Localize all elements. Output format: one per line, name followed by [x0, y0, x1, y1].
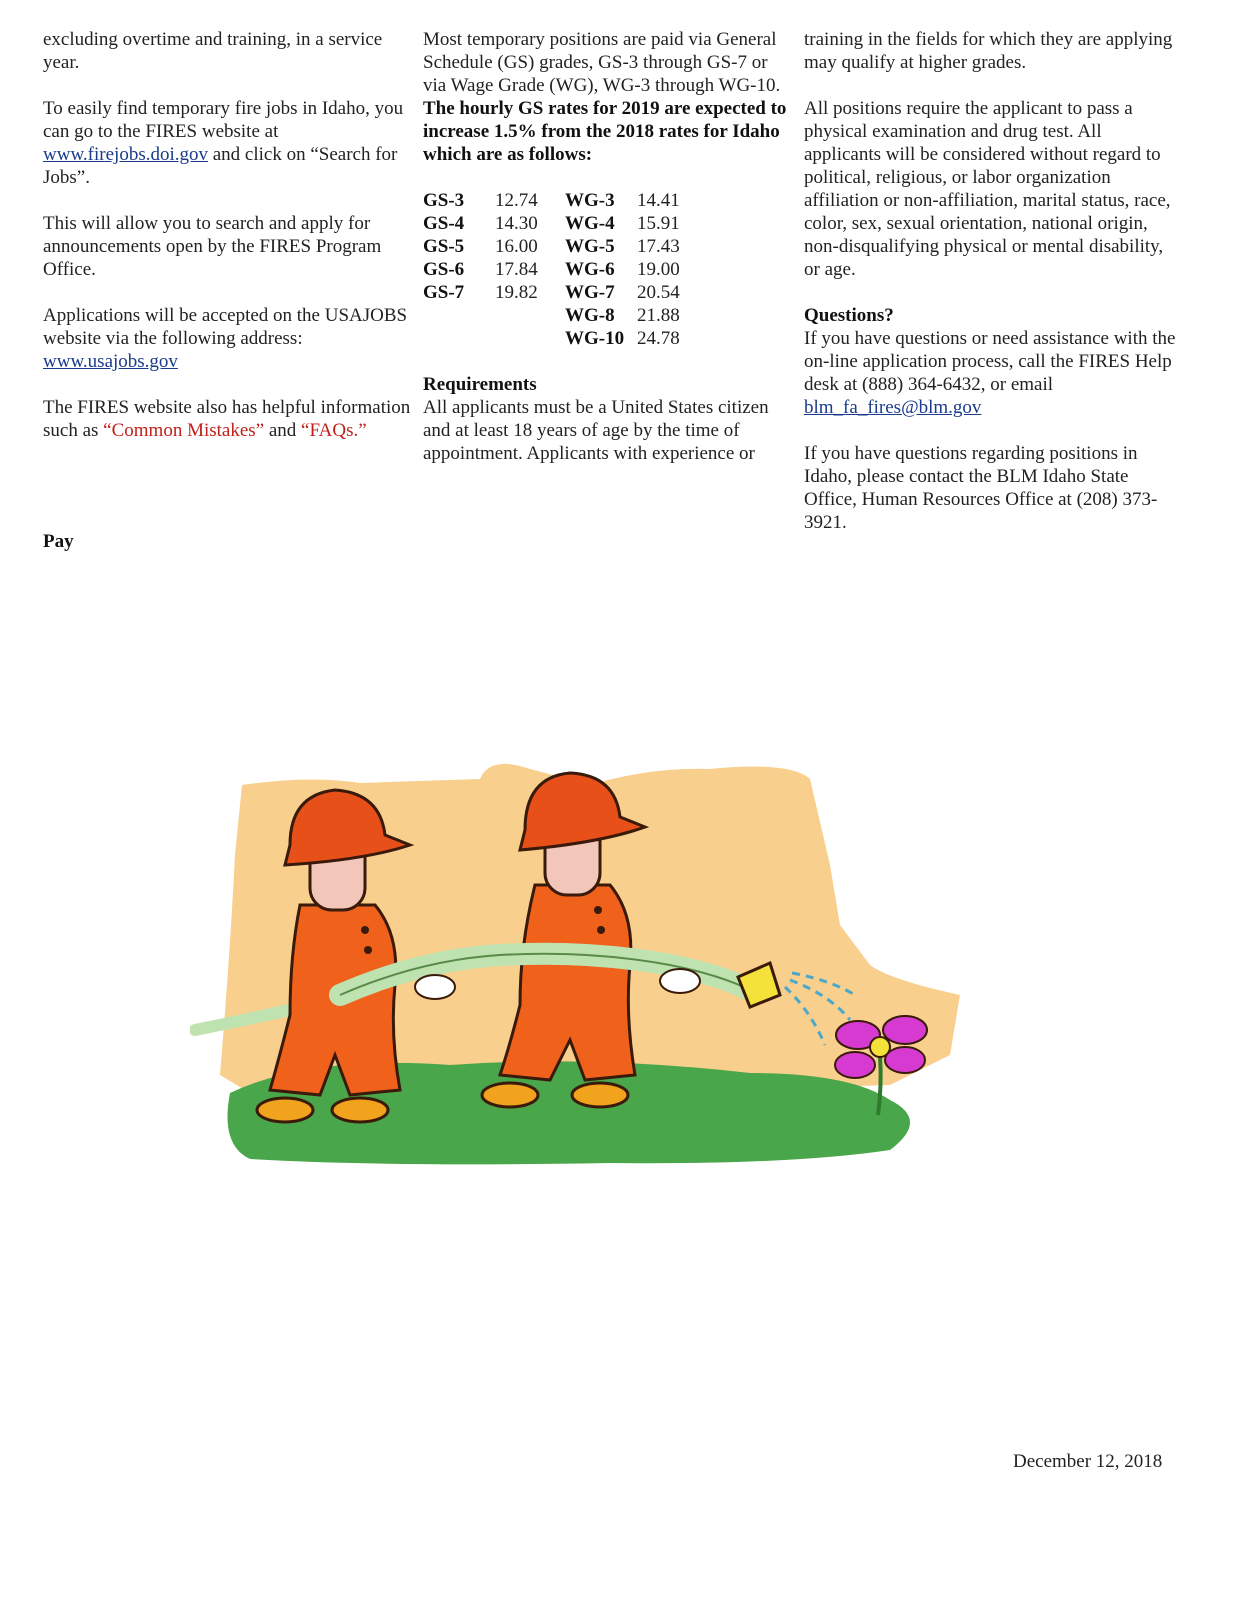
column-middle [423, 28, 795, 488]
wg-grade-cell: WG-7 [565, 282, 615, 303]
paragraph-find-jobs [43, 97, 413, 189]
wg-grade-cell: WG-4 [565, 213, 615, 234]
find-jobs-text: To easily find temporary fire jobs in Idaho, you can go to the FIRES website at [43, 98, 404, 142]
common-mistakes-link[interactable]: “Common Mistakes” [103, 420, 265, 441]
wg-grade-cell: WG-6 [565, 259, 615, 280]
rates-body [423, 189, 707, 350]
paragraph-helpful-info [43, 396, 413, 442]
pay-heading: Pay [43, 531, 74, 552]
gs-grade-cell [423, 304, 495, 327]
wg-rate-cell: 14.41 [637, 190, 680, 211]
paragraph-requirements: All applicants must be a United States citizen and at least 18 years of age by the time of appointment. Applicants with experience or [423, 397, 769, 464]
column-left [43, 28, 413, 465]
paragraph-higher-grades: training in the fields for which they are applying may qualify at higher grades. [804, 29, 1173, 73]
gs-grade-cell: GS-3 [423, 190, 465, 211]
firefighters-clipart [190, 755, 970, 1175]
rate-row [423, 212, 707, 235]
rate-row [423, 189, 707, 212]
pay-grades-bold-text: The hourly GS rates for 2019 are expected to increase 1.5% from the 2018 rates for Idaho which are as follows: [423, 98, 787, 165]
rate-row [423, 258, 707, 281]
paragraph-overtime: excluding overtime and training, in a service year. [43, 29, 383, 73]
firejobs-link[interactable]: www.firejobs.doi.gov [43, 144, 208, 165]
hourly-rates-table [423, 189, 707, 350]
grass-shape [228, 1061, 911, 1164]
wg-rate-cell: 15.91 [637, 213, 680, 234]
wg-rate-cell: 24.78 [637, 328, 680, 349]
questions-heading: Questions? [804, 305, 894, 326]
usajobs-text: Applications will be accepted on the USAJOBS website via the following address: [43, 305, 408, 349]
gs-rate-cell: 17.84 [495, 259, 538, 280]
wg-grade-cell: WG-8 [565, 305, 615, 326]
fires-email-link[interactable]: blm_fa_fires@blm.gov [804, 397, 982, 418]
paragraph-questions [804, 327, 1176, 419]
gs-grade-cell: GS-5 [423, 236, 465, 257]
find-jobs-text-end: and click on “Search for Jobs”. [43, 144, 398, 188]
footer-date: December 12, 2018 [1013, 1451, 1163, 1472]
gs-rate-cell: 14.30 [495, 213, 538, 234]
wg-rate-cell: 19.00 [637, 259, 680, 280]
helpful-info-text: The FIRES website also has helpful information such as [43, 397, 411, 441]
hand-right-1 [660, 969, 700, 993]
paragraph-usajobs [43, 304, 413, 373]
hand-left-1 [415, 975, 455, 999]
gs-rate-cell [495, 327, 565, 350]
wg-rate-cell: 17.43 [637, 236, 680, 257]
wg-grade-cell: WG-5 [565, 236, 615, 257]
gs-grade-cell: GS-7 [423, 282, 465, 303]
requirements-heading: Requirements [423, 374, 537, 395]
gs-rate-cell: 19.82 [495, 282, 538, 303]
gs-rate-cell: 12.74 [495, 190, 538, 211]
paragraph-pay-grades [423, 28, 795, 166]
gs-grade-cell [423, 327, 495, 350]
helpful-info-and: and [264, 420, 302, 441]
rate-row [423, 304, 707, 327]
rate-row [423, 235, 707, 258]
questions-text: If you have questions or need assistance with the on-line application process, call the FIRES Help desk at (888) 364-6432, or email [804, 328, 1176, 395]
column-right [804, 28, 1176, 557]
pay-grades-text: Most temporary positions are paid via General Schedule (GS) grades, GS-3 through GS-7 or via Wage Grade (WG), WG-3 through WG-10. [423, 29, 781, 96]
wg-rate-cell: 21.88 [637, 305, 680, 326]
wg-rate-cell: 20.54 [637, 282, 680, 303]
rate-row [423, 327, 707, 350]
wg-grade-cell: WG-10 [565, 328, 625, 349]
gs-rate-cell [495, 304, 565, 327]
faqs-link[interactable]: “FAQs.” [301, 420, 367, 441]
rate-row [423, 281, 707, 304]
usajobs-link[interactable]: www.usajobs.gov [43, 351, 178, 372]
paragraph-eeo: All positions require the applicant to pass a physical examination and drug test. All applicants will be considered without regard to political, religious, or labor organization affiliation or non-affiliation, marital status, race, color, sex, sexual orientation, national origin, non-disqualifying physical or mental disability, or age. [804, 98, 1171, 280]
wg-grade-cell: WG-3 [565, 190, 615, 211]
paragraph-search-apply: This will allow you to search and apply for announcements open by the FIRES Program Office. [43, 213, 382, 280]
gs-grade-cell: GS-4 [423, 213, 465, 234]
gs-rate-cell: 16.00 [495, 236, 538, 257]
paragraph-idaho-contact: If you have questions regarding positions in Idaho, please contact the BLM Idaho State Office, Human Resources Office at (208) 373-3921. [804, 443, 1158, 533]
gs-grade-cell: GS-6 [423, 259, 465, 280]
